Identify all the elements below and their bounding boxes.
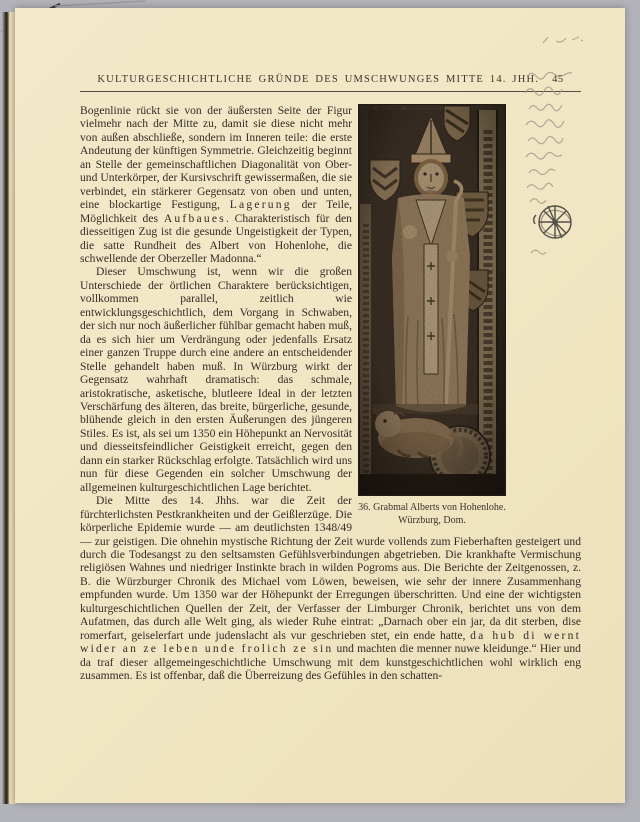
tomb-effigy-photo (358, 104, 506, 496)
page-number: 45 (552, 74, 564, 85)
margin-pencil-scribbles (519, 13, 605, 268)
paragraph: Dieser Umschwung ist, wenn wir die großen Unterschiede der örtlichen Charaktere berücksichtigen, vollkommen parallel, zeitlich wie entwicklungsgeschichtlich, dem Vorgang in Schwaben, der sich nur noch äußerlicher fühlbar gemacht haben muß, da es sich hier um Verdrängung oder jedenfalls Ersatz einer ganzen Truppe durch eine andere an entscheidender Stelle gehandelt haben muß. In Würzburg wirkt der Gegensatz wahrhaft dramatisch: das schmale, aristokratische, asketische, blutleere Ideal in der letzten Verschärfung des älteren, das breite, bürgerliche, gesunde, blühende gleich in den ersten Äußerungen des jüngeren Stiles. Es ist, als sei um 1350 ein Höhepunkt an Nervosität und diesseitsfeindlicher Geistigkeit erreicht, gegen den dann ein starker Rückschlag erfolgte. Tatsächlich wird uns nun für diese Gegenden ein solcher Umschwung der allgemeinen kulturgeschichtlichen Lage berichtet. (80, 265, 352, 494)
figure-caption-line1: 36. Grabmal Alberts von Hohenlohe. (358, 502, 506, 513)
figure-caption (358, 501, 506, 527)
paragraph: Die Mitte des 14. Jhhs. war die Zeit der fürchterlichsten Pestkrankheiten und der Geißlerzüge. Die körperliche Epidemie wurde — am deutlichsten 1348/49 — zur geistigen. Die ohnehin mystische Richtung der Zeit wurde vollends zum Fieberhaften gesteigert und durch die Todesangst zu den seltsamsten Gefühlsverbindungen abgetrieben. Die krankhafte Vermischung religiösen Wahnes und niedriger Instinkte brach in wilden Pogroms aus. Die Berichte der Zeitgenossen, z. B. die Würzburger Chronik des Michael vom Löwen, beweisen, wie sehr der innere Zusammenhang empfunden wurde. Um 1350 war der Höhepunkt der Erregungen überschritten. Und eine der wichtigsten kulturgeschichtlichen Quellen der Zeit, der Verfasser der Limburger Chronik, berichtet uns von dem Aufatmen, das durch alle Welt ging, als wieder Ruhe eintrat: „Darnach ober ein jar, da dit sterben, dise romerfart, geiselerfart unde judenslacht als vur geschrieben stet, ein ende hatte, da hub di wernt wider an ze leben unde frolich ze sin und machten die menner nuwe kleidunge.“ Hier und da traf dieser allgemeingeschichtliche Umschwung mit dem kunstgeschichtlichen wohl wirklich eng zusammen. Es ist offenbar, daß die Überreizung des Gefühles in den schatten- (80, 494, 581, 683)
paragraph: Bogenlinie rückt sie von der äußersten Seite der Figur vielmehr nach der Mitte zu, damit sie diese nicht mehr von außen abschließe, sondern im Inneren teile: die erste Andeutung der künftigen Symmetrie. Gleichzeitig beginnt an Stelle der gemeinschaftlichen Diagonalität von Ober- und Unterkörper, der Kursivschrift gewissermaßen, die sie verbindet, ein stärkerer Gegensatz von oben und unten, eine blockartige Festigung, Lagerung der Teile, Möglichkeit des Aufbaues. Charakteristisch für den diesseitigen Zug ist die gesunde Ungeistigkeit der Typen, die satte Rundheit des Albert von Hohenlohe, die schwellende der Oberzeller Madonna.“ (80, 104, 352, 265)
book-page-edges (2, 12, 16, 804)
running-header-title: KULTURGESCHICHTLICHE GRÜNDE DES UMSCHWUNGES MITTE 14. JHH. (97, 74, 540, 85)
figure-grabmal (358, 104, 506, 527)
header-rule (80, 91, 581, 92)
page-content (80, 74, 581, 682)
figure-caption-line2: Würzburg, Dom. (398, 515, 466, 526)
running-header (80, 74, 581, 85)
book-page (15, 8, 625, 803)
circled-star-doodle (534, 206, 574, 239)
text-block (80, 104, 581, 682)
